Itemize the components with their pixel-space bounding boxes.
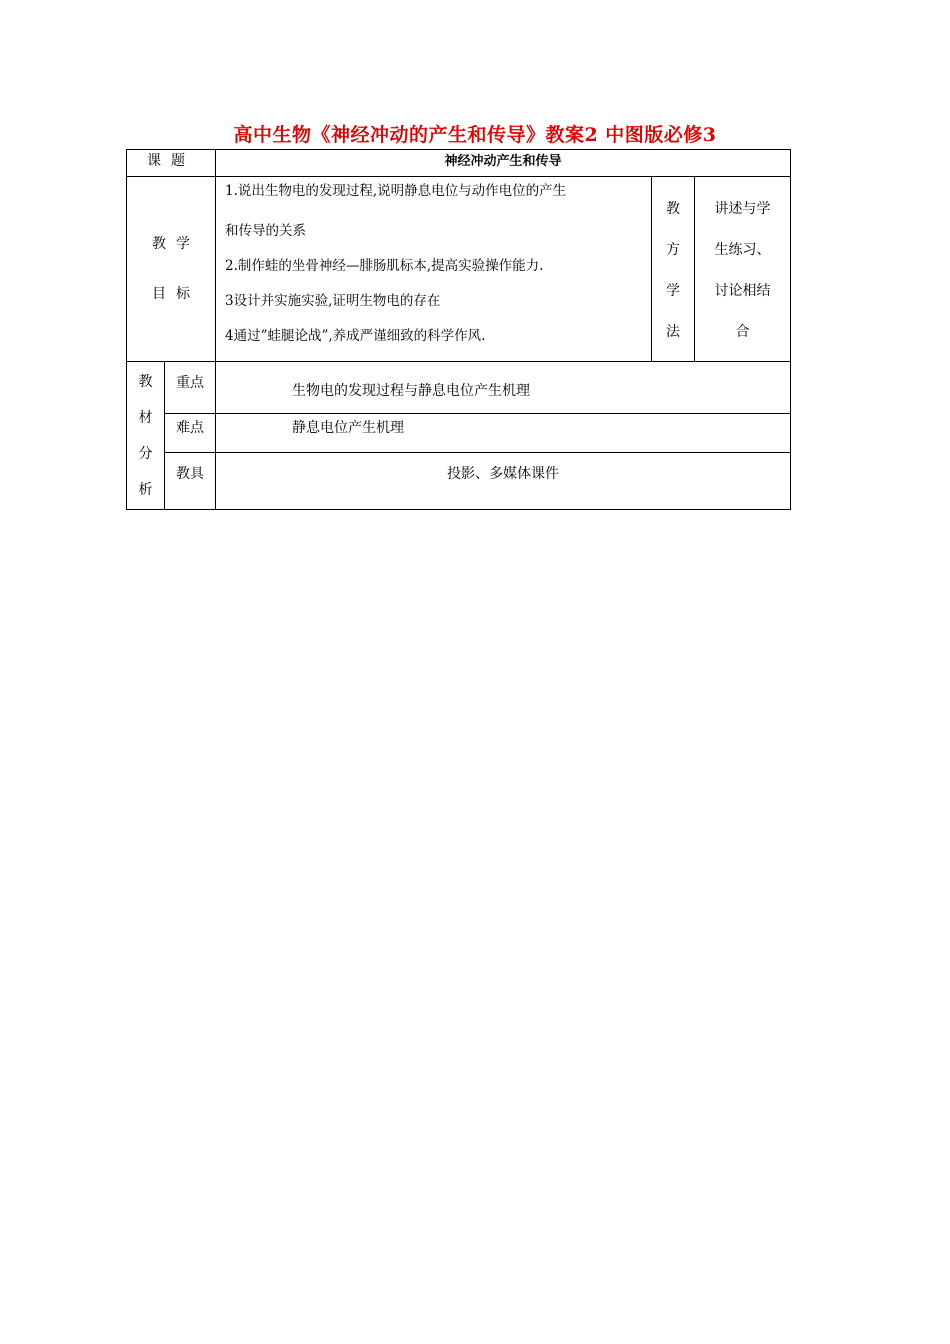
objectives-label-line2: 目标 bbox=[152, 286, 200, 302]
objectives-list bbox=[216, 177, 652, 362]
tools-row bbox=[127, 453, 791, 510]
topic-value: 神经冲动产生和传导 bbox=[216, 150, 791, 177]
difficulty-row bbox=[127, 414, 791, 453]
analysis-label-char: 析 bbox=[138, 482, 153, 498]
key-point-row bbox=[127, 362, 791, 414]
analysis-label-char: 材 bbox=[138, 410, 153, 426]
lesson-plan-table bbox=[126, 149, 791, 510]
topic-row bbox=[127, 150, 791, 177]
tools-label: 教具 bbox=[165, 453, 216, 510]
key-point-label: 重点 bbox=[165, 362, 216, 414]
method-label-char: 学 bbox=[666, 283, 680, 299]
method-label-char: 方 bbox=[666, 242, 680, 258]
objective-item: 4通过”蛙腿论战”,养成严谨细致的科学作风. bbox=[225, 328, 486, 344]
analysis-label bbox=[127, 362, 165, 510]
method-value-line: 讲述与学 bbox=[714, 201, 771, 217]
method-value-line: 讨论相结 bbox=[714, 283, 771, 299]
method-label bbox=[652, 177, 695, 362]
key-point-value: 生物电的发现过程与静息电位产生机理 bbox=[216, 362, 791, 414]
objectives-row bbox=[127, 177, 791, 362]
method-value-line: 合 bbox=[735, 324, 750, 340]
method-value bbox=[695, 177, 791, 362]
difficulty-value: 静息电位产生机理 bbox=[216, 414, 791, 453]
objective-item: 2.制作蛙的坐骨神经—腓肠肌标本,提高实验操作能力. bbox=[225, 258, 544, 274]
analysis-label-char: 教 bbox=[138, 374, 153, 390]
method-label-char: 教 bbox=[666, 201, 680, 217]
topic-label: 课题 bbox=[127, 150, 216, 177]
tools-value: 投影、多媒体课件 bbox=[216, 453, 791, 510]
objective-item: 1.说出生物电的发现过程,说明静息电位与动作电位的产生 bbox=[225, 183, 567, 199]
method-value-line: 生练习、 bbox=[714, 242, 771, 258]
difficulty-label: 难点 bbox=[165, 414, 216, 453]
objectives-label bbox=[127, 177, 216, 362]
objectives-label-line1: 教学 bbox=[152, 236, 200, 252]
analysis-label-char: 分 bbox=[138, 446, 153, 462]
method-label-char: 法 bbox=[666, 324, 680, 340]
objective-item: 和传导的关系 bbox=[225, 223, 306, 239]
objective-item: 3设计并实施实验,证明生物电的存在 bbox=[225, 293, 441, 309]
document-title: 高中生物《神经冲动的产生和传导》教案2 中图版必修3 bbox=[233, 124, 717, 146]
